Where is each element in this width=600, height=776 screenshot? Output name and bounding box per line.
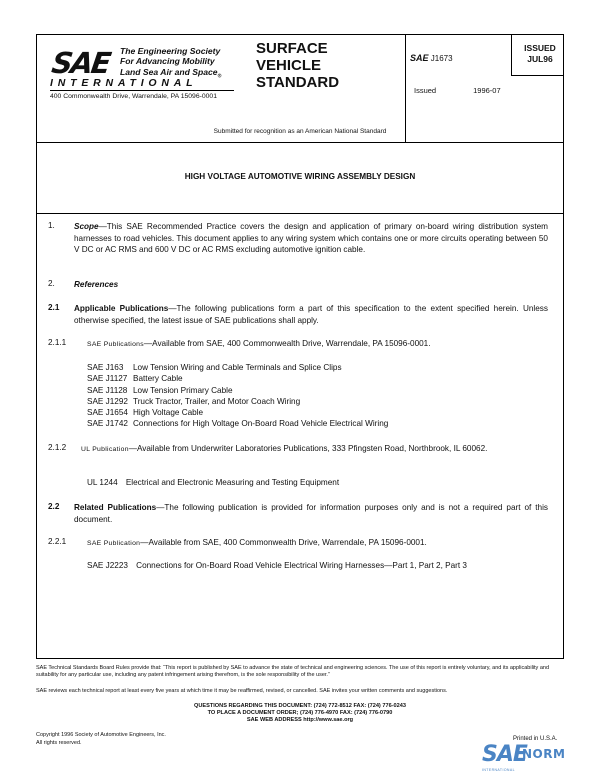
reference-code: SAE J1128: [87, 386, 128, 395]
issued-word: Issued: [414, 86, 437, 95]
section-number: 2.2.1: [48, 537, 67, 546]
tagline-line: Land Sea Air and Space: [120, 66, 218, 77]
reference-title: Battery Cable: [133, 374, 183, 383]
reference-entry: [87, 363, 342, 372]
doc-prefix: SAE: [410, 53, 429, 63]
header-divider: [37, 142, 563, 143]
reference-code: SAE J163: [87, 363, 124, 372]
references-heading: References: [74, 280, 119, 289]
reference-entry: UL 1244 Electrical and Electronic Measuring and Testing Equipment: [87, 478, 340, 487]
legal-notice: SAE Technical Standards Board Rules provide that: “This report is published by SAE to advance the state of technical and engineering sciences. The use of this report is entirely voluntary, and its applicability and suitability for any particular use, including any patent infringement arising therefrom, is the sole responsibility of the user.”: [36, 665, 550, 678]
reference-title: Connections for High Voltage On-Board Road Vehicle Electrical Wiring: [133, 419, 389, 428]
reference-title: Low Tension Wiring and Cable Terminals and Splice Clips: [133, 363, 342, 372]
sae-publications-paragraph: [87, 338, 547, 351]
section-number: 2.1.2: [48, 443, 67, 452]
contact-orders: TO PLACE A DOCUMENT ORDER; (724) 776-4970 FAX: (724) 776-0790: [207, 710, 393, 716]
reference-code: SAE J1654: [87, 408, 128, 417]
issued-date-short: JUL96: [527, 54, 553, 64]
reference-entry: [87, 408, 203, 417]
reference-code: SAE J1292: [87, 397, 128, 406]
issued-date: 1996-07: [473, 86, 501, 95]
section-number: 1.: [48, 221, 55, 230]
issued-box-bottom: [511, 75, 563, 76]
norm-logo-sub: INTERNATIONAL: [482, 768, 515, 772]
column-divider: [405, 35, 406, 142]
sae-logo: SAE: [49, 46, 112, 80]
related-publications-heading: Related Publications: [74, 503, 157, 512]
sae-publication-label: SAE Publication: [87, 540, 141, 547]
applicable-publications-text: —The following publications form a part of this specification to the extent specified herein. Unless otherwise specified, the latest issue of SAE publications shall apply.: [74, 304, 548, 325]
ansi-submission-note: Submitted for recognition as an American National Standard: [213, 128, 387, 135]
standard-type-line: STANDARD: [256, 74, 340, 91]
related-publications-text: —The following publication is provided for information purposes only and is not a required part of this document.: [74, 503, 548, 524]
section-number: 2.: [48, 279, 55, 288]
reference-title: Low Tension Primary Cable: [133, 386, 233, 395]
trademark-mark: ®: [217, 73, 222, 80]
international-wordmark: INTERNATIONAL: [50, 77, 198, 89]
ul-publication-text: —Available from Underwriter Laboratories Publications, 333 Pfingsten Road, Northbrook, IL 60062.: [128, 444, 488, 453]
sae-publication-text: —Available from SAE, 400 Commonwealth Drive, Warrendale, PA 15096-0001.: [140, 538, 427, 547]
standard-type: [256, 40, 339, 91]
standard-type-line: SURFACE: [256, 40, 328, 57]
copyright-line: All rights reserved.: [36, 739, 82, 746]
related-publications-paragraph: [74, 502, 548, 525]
issued-line: [414, 86, 501, 95]
tagline-line: The Engineering Society: [120, 46, 221, 56]
ul-publication-label: UL Publication: [81, 446, 129, 453]
reference-title: Truck Tractor, Trailer, and Motor Coach Wiring: [133, 397, 301, 406]
reference-title: High Voltage Cable: [133, 408, 204, 417]
title-divider: [37, 213, 563, 214]
reference-code: SAE J1127: [87, 374, 128, 383]
reference-entry: [87, 419, 388, 428]
section-number: 2.1.1: [48, 338, 67, 347]
norm-logo-word: NORM: [522, 747, 566, 761]
sae-publications-text: —Available from SAE, 400 Commonwealth Drive, Warrendale, PA 15096-0001.: [143, 339, 431, 348]
applicable-publications-paragraph: [74, 303, 548, 326]
reference-entry: SAE J2223 Connections for On-Board Road Vehicle Electrical Wiring Harnesses—Part 1, Part 2, Part 3: [87, 561, 467, 570]
contact-web: SAE WEB ADDRESS http://www.sae.org: [246, 717, 354, 723]
document-number: [410, 53, 453, 63]
scope-text: —This SAE Recommended Practice covers the design and application of primary on-board wiring distribution system harnesses to road vehicles. This document applies to any wiring system which contains one or more circuits operating between 50 V DC or AC RMS and 600 V DC or AC RMS excluding automotive ignition cable.: [74, 222, 548, 254]
reference-entry: [87, 374, 183, 383]
section-number: 2.2: [48, 502, 60, 511]
scope-paragraph: [74, 221, 548, 256]
column-divider-issued: [511, 35, 512, 75]
issued-label: ISSUED: [524, 43, 556, 53]
scope-heading: Scope: [74, 222, 99, 231]
standard-type-line: VEHICLE: [256, 57, 322, 74]
copyright-line: Copyright 1996 Society of Automotive Engineers, Inc.: [36, 732, 166, 738]
copyright: [36, 732, 166, 747]
wordmark-rule: [50, 90, 234, 91]
reference-code: SAE J1742: [87, 419, 128, 428]
sae-address: 400 Commonwealth Drive, Warrendale, PA 15096-0001: [50, 93, 217, 100]
applicable-publications-heading: Applicable Publications: [74, 304, 169, 313]
section-number: 2.1: [48, 303, 60, 312]
doc-number: J1673: [430, 54, 453, 63]
review-notice: SAE reviews each technical report at least every five years at which time it may be reaffirmed, revised, or cancelled. SAE invites your written comments and suggestions.: [36, 688, 448, 694]
norm-logo-mark: SAE: [482, 742, 527, 767]
sae-publications-label: SAE Publications: [87, 341, 144, 348]
issued-box: [519, 43, 561, 65]
reference-entry: [87, 397, 300, 406]
reference-entry: [87, 386, 233, 395]
contact-questions: QUESTIONS REGARDING THIS DOCUMENT: (724) 772-8512 FAX: (724) 776-0243: [193, 703, 406, 709]
ul-publication-paragraph: [81, 443, 547, 456]
sae-norm-logo: [482, 742, 600, 774]
tagline-line: For Advancing Mobility: [120, 56, 215, 67]
document-title: HIGH VOLTAGE AUTOMOTIVE WIRING ASSEMBLY DESIGN: [184, 172, 416, 181]
sae-publication-paragraph: [87, 537, 547, 550]
printed-in: Printed in U.S.A.: [513, 736, 558, 742]
